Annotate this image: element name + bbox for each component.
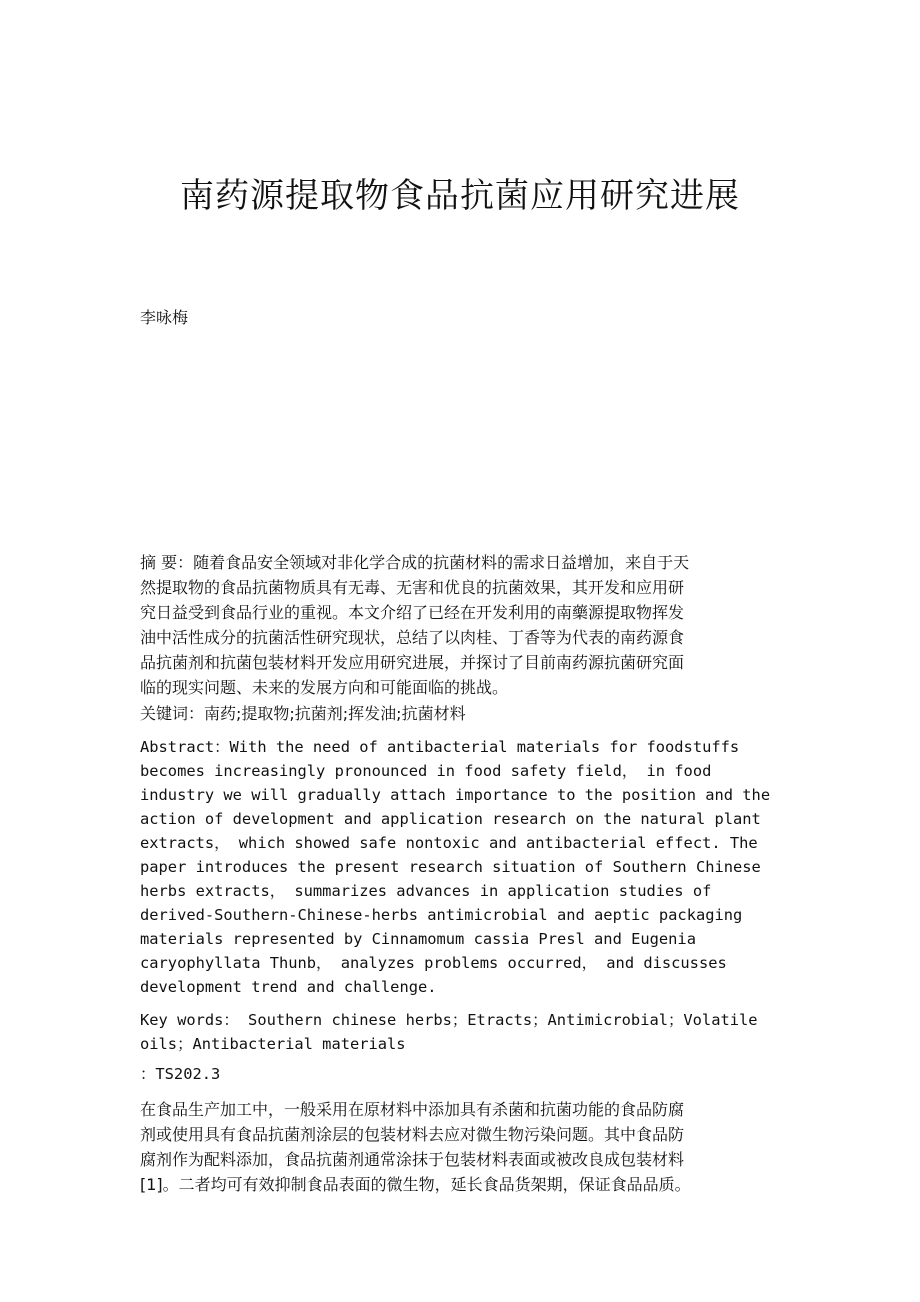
chinese-abstract [140,550,780,700]
english-abstract-line: extracts， which showed safe nontoxic and antibacterial effect. The [140,834,758,852]
classification-number [140,1062,780,1086]
body-paragraph [140,1097,780,1197]
english-abstract-line: becomes increasingly pronounced in food safety field， in food [140,762,712,780]
classification-line: ：TS202.3 [140,1065,221,1083]
english-abstract-line: Abstract：With the need of antibacterial materials for foodstuffs [140,738,740,756]
english-abstract-line: caryophyllata Thunb， analyzes problems occurred， and discusses [140,954,727,972]
english-keywords-line: Key words： Southern chinese herbs；Etracts；Antimicrobial；Volatile [140,1011,758,1029]
english-abstract-line: development trend and challenge. [140,978,437,996]
english-abstract-line: paper introduces the present research situation of Southern Chinese [140,858,761,876]
english-abstract-line: materials represented by Cinnamomum cassia Presl and Eugenia [140,930,696,948]
author-name: 李咏梅 [140,308,189,327]
chinese-abstract-line: 究日益受到食品行业的重视。本文介绍了已经在开发利用的南藥源提取物挥发 [140,603,685,622]
chinese-keywords [140,701,780,726]
english-abstract-line: herbs extracts， summarizes advances in application studies of [140,882,712,900]
chinese-abstract-line: 油中活性成分的抗菌活性研究现状，总结了以肉桂、丁香等为代表的南药源食 [140,628,685,647]
chinese-abstract-line: 临的现实问题、未来的发展方向和可能面临的挑战。 [140,678,509,697]
chinese-keywords-line: 关键词：南药;提取物;抗菌剂;挥发油;抗菌材料 [140,704,466,723]
english-keywords [140,1008,780,1056]
chinese-abstract-line: 摘 要：随着食品安全领域对非化学合成的抗菌材料的需求日益增加，来自于天 [140,553,690,572]
body-line: 腐剂作为配料添加，食品抗菌剂通常涂抹于包装材料表面或被改良成包装材料 [140,1150,685,1169]
english-abstract [140,735,780,999]
paper-title: 南药源提取物食品抗菌应用研究进展 [180,176,740,216]
chinese-abstract-line: 品抗菌剂和抗菌包装材料开发应用研究进展，并探讨了目前南药源抗菌研究面 [140,653,685,672]
chinese-abstract-line: 然提取物的食品抗菌物质具有无毒、无害和优良的抗菌效果，其开发和应用研 [140,578,685,597]
body-line: 剂或使用具有食品抗菌剂涂层的包装材料去应对微生物污染问题。其中食品防 [140,1125,685,1144]
body-line: 在食品生产加工中，一般采用在原材料中添加具有杀菌和抗菌功能的食品防腐 [140,1100,685,1119]
english-abstract-line: derived-Southern-Chinese-herbs antimicrobial and aeptic packaging [140,906,743,924]
body-line: [1]。二者均可有效抑制食品表面的微生物，延长食品货架期，保证食品品质。 [140,1175,691,1194]
english-keywords-line: oils；Antibacterial materials [140,1035,406,1053]
english-abstract-line: action of development and application research on the natural plant [140,810,761,828]
english-abstract-line: industry we will gradually attach importance to the position and the [140,786,771,804]
